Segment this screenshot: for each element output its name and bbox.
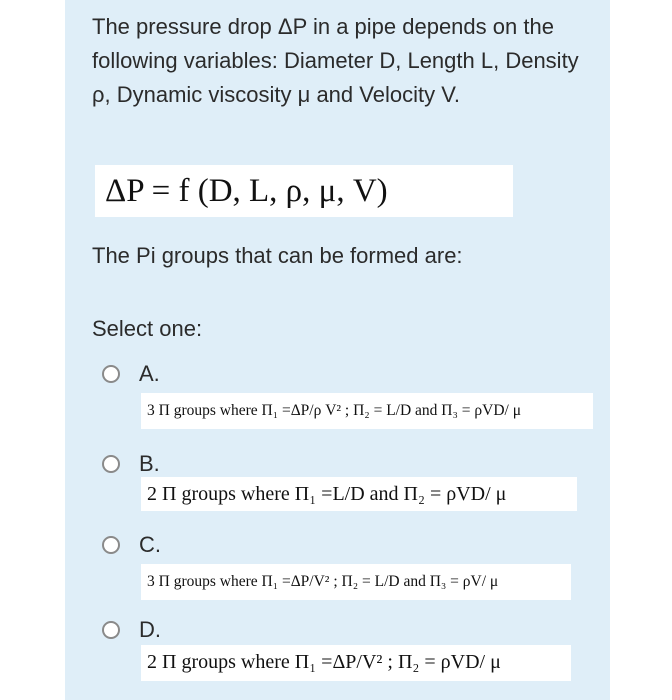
option-b[interactable]: [65, 445, 610, 525]
radio-d[interactable]: [102, 621, 120, 639]
option-a-letter: A.: [139, 361, 160, 386]
question-prompt: The Pi groups that can be formed are:: [92, 243, 463, 268]
option-a-text: 3 Π groups where Π₁ =ΔP/ρ V² ; Π₂ = L/D and Π₃ = ρVD/ μ: [147, 402, 522, 419]
question-card: [65, 0, 610, 700]
radio-c[interactable]: [102, 536, 120, 554]
option-b-letter: B.: [139, 451, 160, 476]
select-one-label: Select one:: [92, 316, 203, 341]
option-d-letter: D.: [139, 617, 161, 642]
radio-a[interactable]: [102, 365, 120, 383]
option-d[interactable]: [65, 615, 610, 695]
option-c-text: 3 Π groups where Π₁ =ΔP/V² ; Π₂ = L/D and Π₃ = ρV/ μ: [147, 573, 499, 590]
question-text: The pressure drop ΔP in a pipe depends on the following variables: Diameter D, Length L, Density ρ, Dynamic viscosity μ and Velocity V.: [92, 14, 579, 107]
option-c-letter: C.: [139, 532, 161, 557]
radio-b[interactable]: [102, 455, 120, 473]
option-a[interactable]: [65, 355, 610, 435]
option-d-text: 2 Π groups where Π₁ =ΔP/V² ; Π₂ = ρVD/ μ: [147, 651, 501, 673]
formula-box: [95, 165, 513, 217]
option-a-box: [141, 393, 593, 429]
formula: ΔP = f (D, L, ρ, μ, V): [105, 173, 388, 209]
option-b-text: 2 Π groups where Π₁ =L/D and Π₂ = ρVD/ μ: [147, 483, 507, 505]
option-b-box: [141, 477, 577, 511]
option-d-box: [141, 645, 571, 681]
option-c-box: [141, 564, 571, 600]
option-c[interactable]: [65, 530, 610, 610]
